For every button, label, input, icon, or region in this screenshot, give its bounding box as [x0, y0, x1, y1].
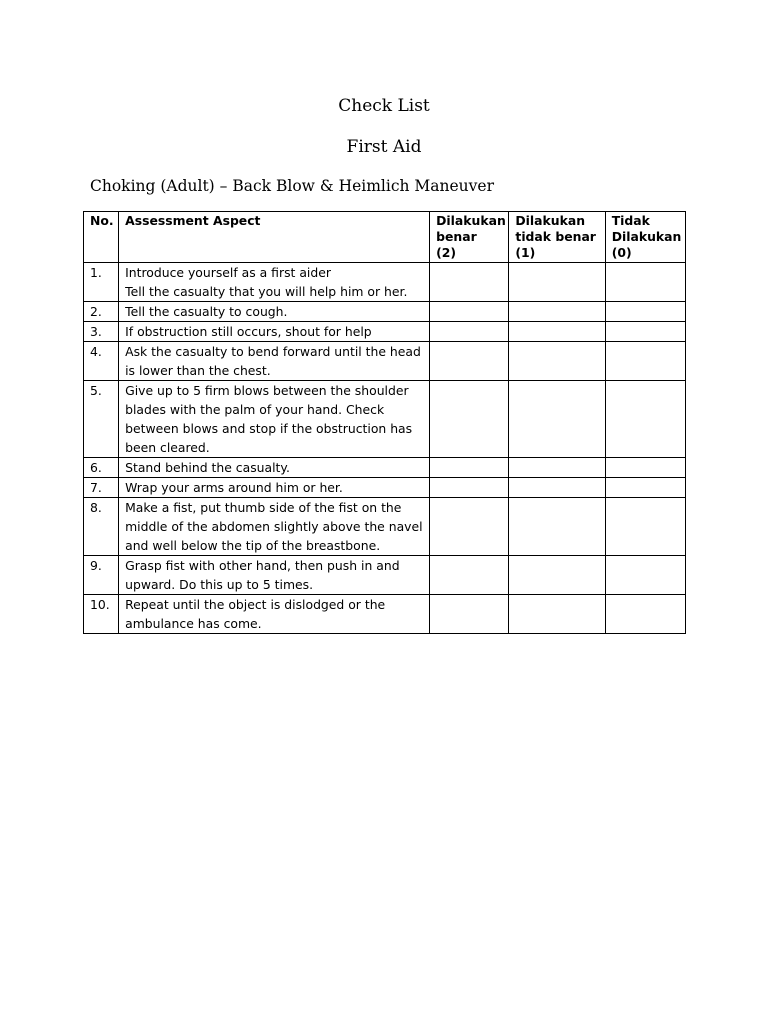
score-cell-benar[interactable] [430, 381, 509, 458]
assessment-text-line: upward. Do this up to 5 times. [125, 577, 314, 592]
header-dilakukan-tidak-benar [509, 212, 605, 263]
assessment-aspect-cell [119, 478, 430, 498]
score-cell-benar[interactable] [430, 458, 509, 478]
assessment-aspect-cell [119, 342, 430, 381]
score-cell-tidak-benar[interactable] [509, 342, 605, 381]
header-benar-line: benar [436, 229, 477, 244]
score-cell-benar[interactable] [430, 302, 509, 322]
table-row [84, 302, 686, 322]
score-cell-tidak-dilakukan[interactable] [605, 478, 685, 498]
assessment-aspect-cell [119, 595, 430, 634]
header-tidak-line: Tidak [611, 213, 650, 228]
header-tidak-benar-line: tidak benar [515, 229, 596, 244]
assessment-aspect-cell [119, 498, 430, 556]
table-row [84, 458, 686, 478]
assessment-text-line: and well below the tip of the breastbone. [125, 538, 381, 553]
score-cell-tidak-dilakukan[interactable] [605, 302, 685, 322]
assessment-text-line: between blows and stop if the obstruction has [125, 421, 413, 436]
assessment-text-line: Introduce yourself as a first aider [125, 265, 331, 280]
row-number: 1. [84, 263, 119, 302]
score-cell-tidak-benar[interactable] [509, 302, 605, 322]
score-cell-tidak-benar[interactable] [509, 595, 605, 634]
assessment-aspect-cell [119, 556, 430, 595]
row-number: 9. [84, 556, 119, 595]
assessment-text-line: Ask the casualty to bend forward until the head [125, 344, 421, 359]
assessment-aspect-cell [119, 322, 430, 342]
assessment-text-line: been cleared. [125, 440, 210, 455]
header-tidak-line: Dilakukan [611, 229, 682, 244]
table-row [84, 342, 686, 381]
score-cell-tidak-dilakukan[interactable] [605, 595, 685, 634]
table-row [84, 595, 686, 634]
assessment-aspect-cell [119, 302, 430, 322]
header-aspect: Assessment Aspect [119, 212, 430, 263]
assessment-aspect-cell [119, 263, 430, 302]
assessment-text-line: Repeat until the object is dislodged or the [125, 597, 386, 612]
score-cell-tidak-dilakukan[interactable] [605, 498, 685, 556]
table-row [84, 381, 686, 458]
assessment-aspect-cell [119, 458, 430, 478]
assessment-text-line: middle of the abdomen slightly above the navel [125, 519, 423, 534]
row-number: 6. [84, 458, 119, 478]
row-number: 2. [84, 302, 119, 322]
score-cell-tidak-benar[interactable] [509, 556, 605, 595]
score-cell-benar[interactable] [430, 342, 509, 381]
header-dilakukan-benar [430, 212, 509, 263]
row-number: 3. [84, 322, 119, 342]
score-cell-tidak-dilakukan[interactable] [605, 556, 685, 595]
assessment-text-line: ambulance has come. [125, 616, 262, 631]
assessment-text-line: Make a fist, put thumb side of the fist on the [125, 500, 402, 515]
assessment-text-line: Tell the casualty that you will help him or her. [125, 284, 408, 299]
score-cell-tidak-benar[interactable] [509, 381, 605, 458]
row-number: 4. [84, 342, 119, 381]
table-row [84, 478, 686, 498]
score-cell-tidak-benar[interactable] [509, 263, 605, 302]
row-number: 5. [84, 381, 119, 458]
score-cell-benar[interactable] [430, 556, 509, 595]
score-cell-benar[interactable] [430, 322, 509, 342]
score-cell-benar[interactable] [430, 498, 509, 556]
page-subtitle: First Aid [346, 137, 422, 157]
table-body [84, 263, 686, 634]
header-benar-line: Dilakukan [436, 213, 506, 228]
score-cell-tidak-benar[interactable] [509, 458, 605, 478]
score-cell-tidak-dilakukan[interactable] [605, 322, 685, 342]
header-benar-line: (2) [436, 245, 457, 260]
score-cell-tidak-dilakukan[interactable] [605, 458, 685, 478]
row-number: 7. [84, 478, 119, 498]
score-cell-benar[interactable] [430, 263, 509, 302]
section-heading: Choking (Adult) – Back Blow & Heimlich Maneuver [90, 177, 495, 195]
score-cell-tidak-benar[interactable] [509, 478, 605, 498]
header-no: No. [84, 212, 119, 263]
assessment-text-line: Tell the casualty to cough. [125, 304, 288, 319]
assessment-aspect-cell [119, 381, 430, 458]
header-tidak-line: (0) [611, 245, 632, 260]
page-title: Check List [338, 96, 430, 116]
table-row [84, 498, 686, 556]
header-tidak-benar-line: (1) [515, 245, 536, 260]
assessment-text-line: Wrap your arms around him or her. [125, 480, 343, 495]
assessment-text-line: Grasp fist with other hand, then push in and [125, 558, 400, 573]
header-tidak-dilakukan [605, 212, 685, 263]
row-number: 10. [84, 595, 119, 634]
score-cell-benar[interactable] [430, 595, 509, 634]
assessment-text-line: If obstruction still occurs, shout for help [125, 324, 372, 339]
table-row [84, 556, 686, 595]
score-cell-tidak-dilakukan[interactable] [605, 342, 685, 381]
row-number: 8. [84, 498, 119, 556]
header-tidak-benar-line: Dilakukan [515, 213, 586, 228]
score-cell-tidak-benar[interactable] [509, 498, 605, 556]
checklist-table [83, 211, 686, 634]
score-cell-tidak-dilakukan[interactable] [605, 263, 685, 302]
assessment-text-line: Stand behind the casualty. [125, 460, 290, 475]
score-cell-benar[interactable] [430, 478, 509, 498]
assessment-text-line: is lower than the chest. [125, 363, 271, 378]
score-cell-tidak-dilakukan[interactable] [605, 381, 685, 458]
table-row [84, 322, 686, 342]
score-cell-tidak-benar[interactable] [509, 322, 605, 342]
table-row [84, 263, 686, 302]
assessment-text-line: blades with the palm of your hand. Check [125, 402, 385, 417]
assessment-text-line: Give up to 5 firm blows between the shoulder [125, 383, 409, 398]
table-header-row [84, 212, 686, 263]
